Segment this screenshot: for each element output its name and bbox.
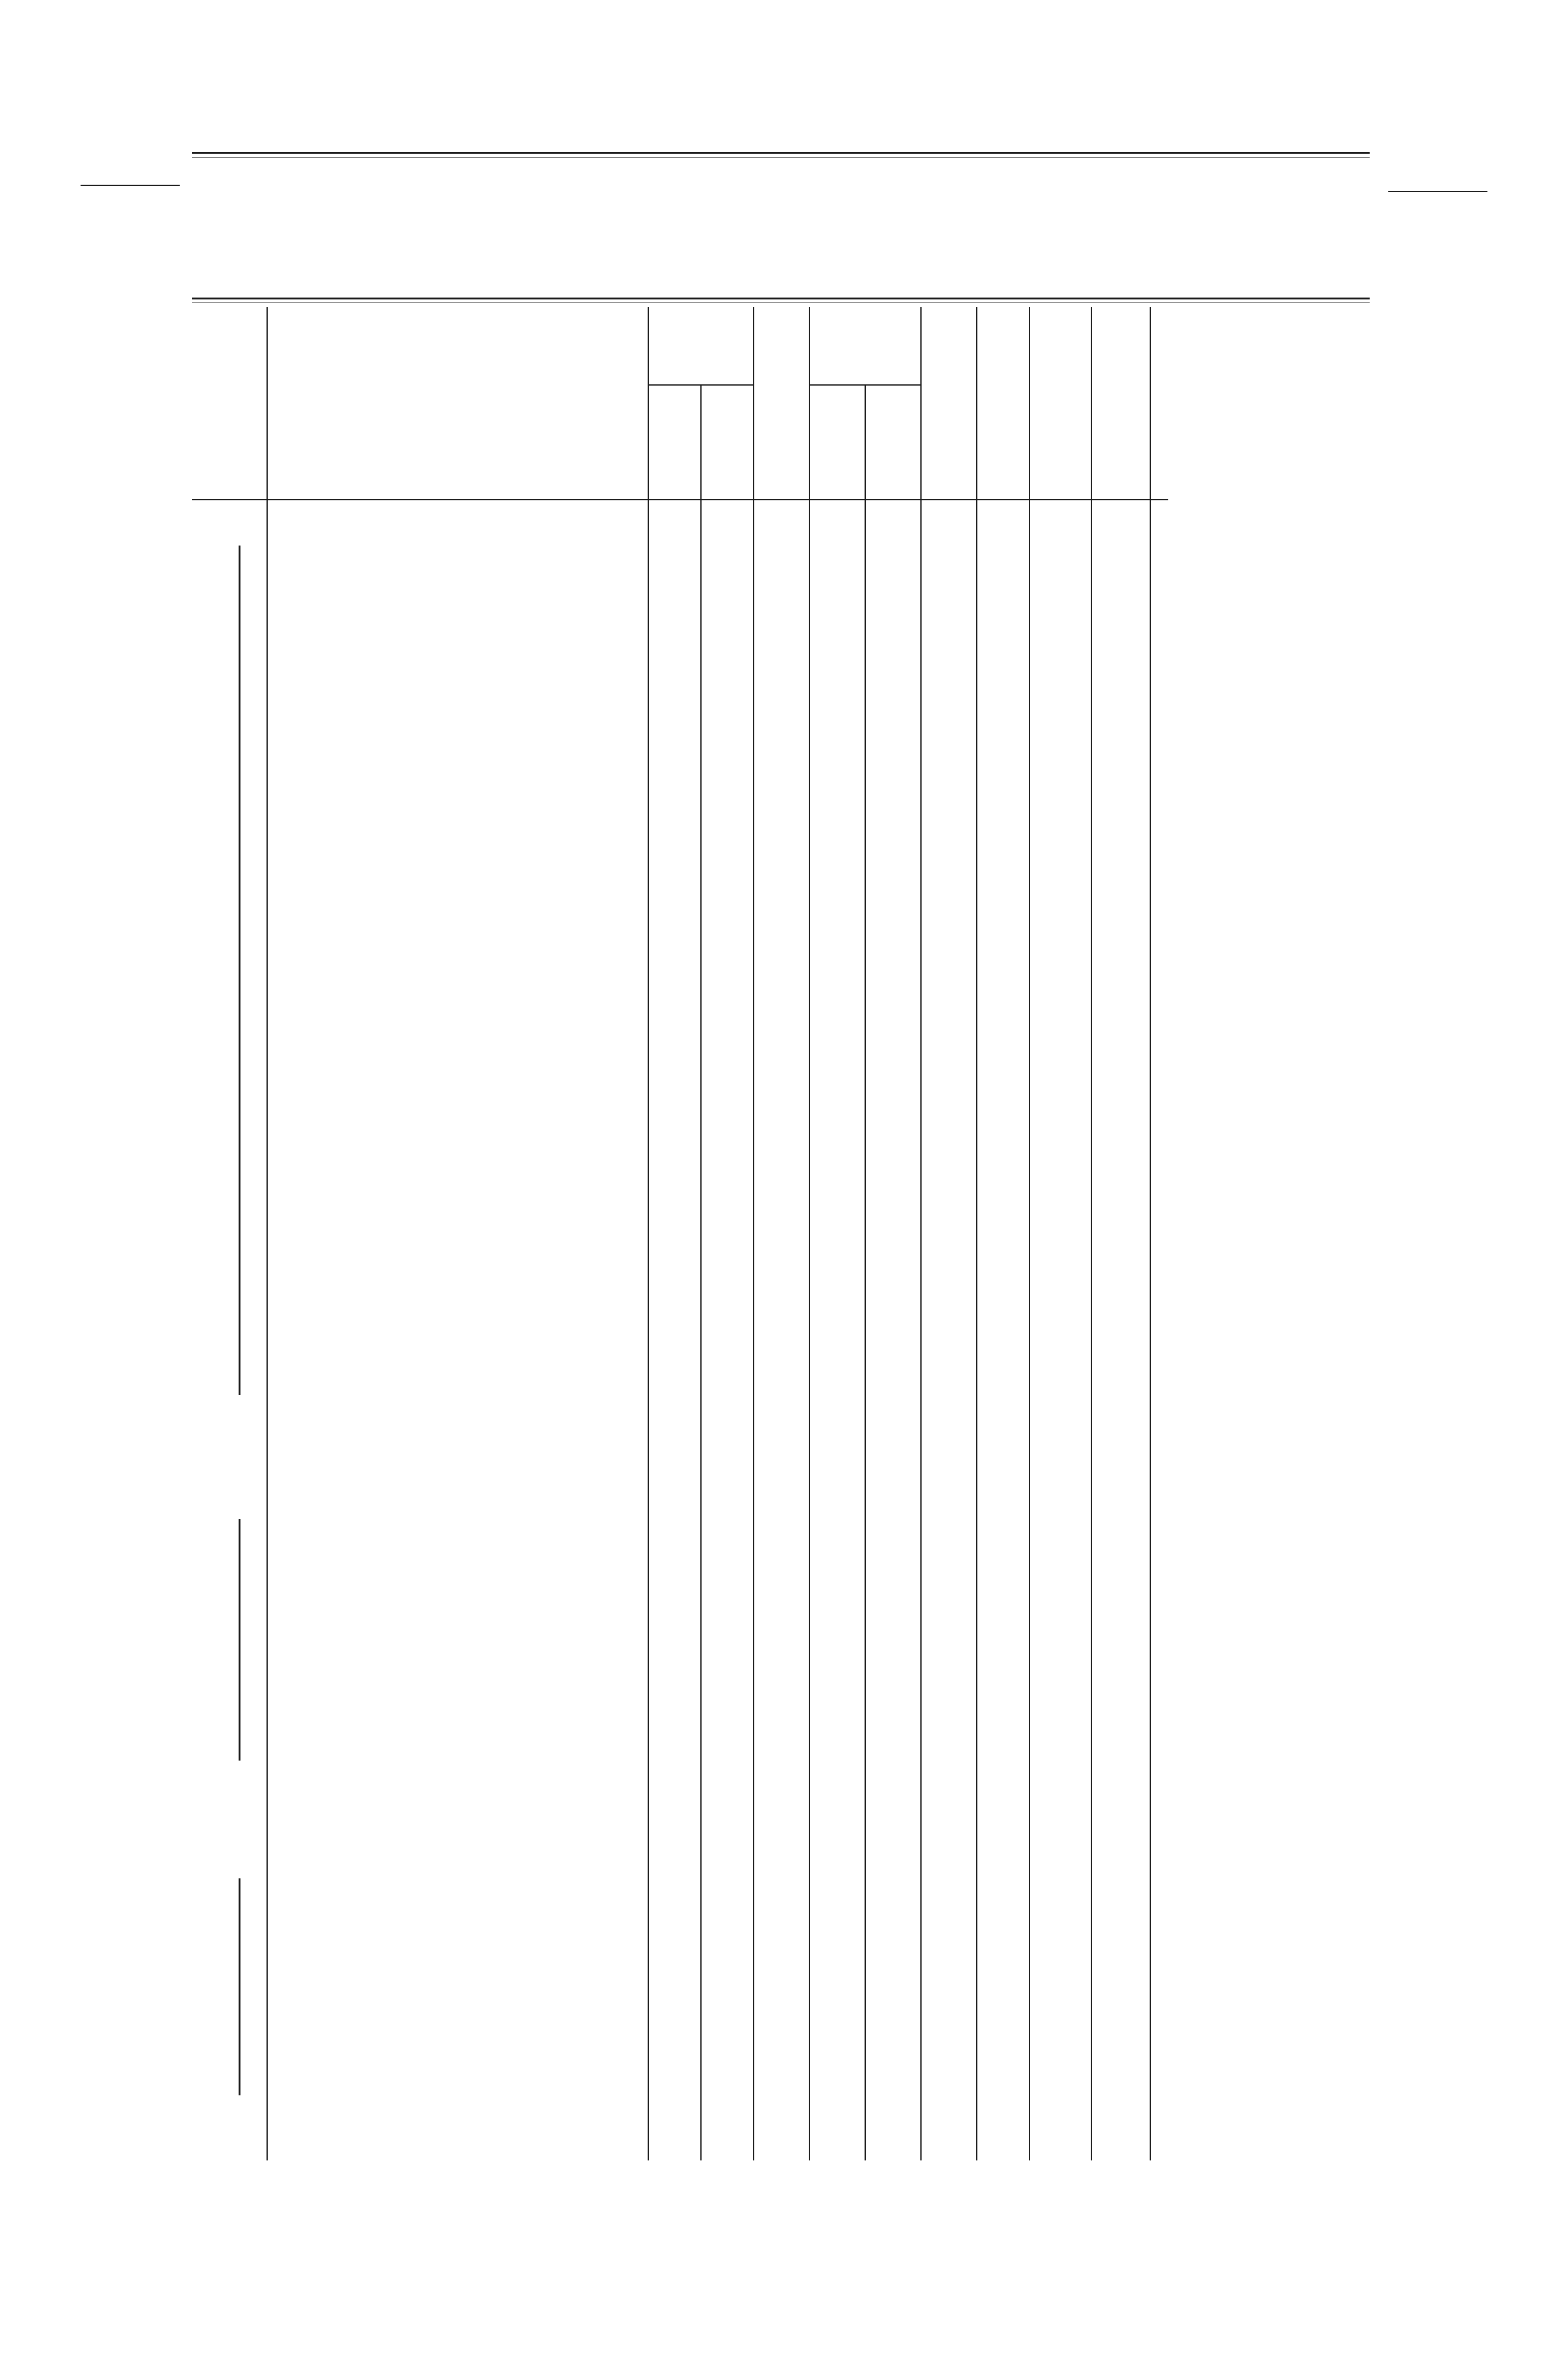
rule-burials-group [809,384,920,386]
table-top-rule [192,298,1370,299]
rule-baptisms-group [648,384,753,386]
rule-bapt-m [700,384,702,2160]
rule-marr [809,307,810,2160]
brace-vaudreuil [239,1878,240,2095]
brace-montreal [239,546,240,1395]
rule-incr [976,307,977,2160]
rule-parishes [648,307,649,2160]
header-rule-thin [192,157,1370,158]
rule-bapt-f [753,307,754,2160]
rule-bur-m [865,384,866,2160]
brace-ottawa [239,1519,240,1761]
side-note-right [1357,186,1518,196]
rule-tot-decr [1150,307,1151,2160]
rule-bur-f [920,307,922,2160]
side-note-left [50,180,211,190]
rule-tot-incr [1091,307,1092,2160]
header-bottom-rule [192,499,1168,500]
header-rule [192,152,1370,154]
rule-counties [266,307,268,2160]
rule-decr [1029,307,1030,2160]
